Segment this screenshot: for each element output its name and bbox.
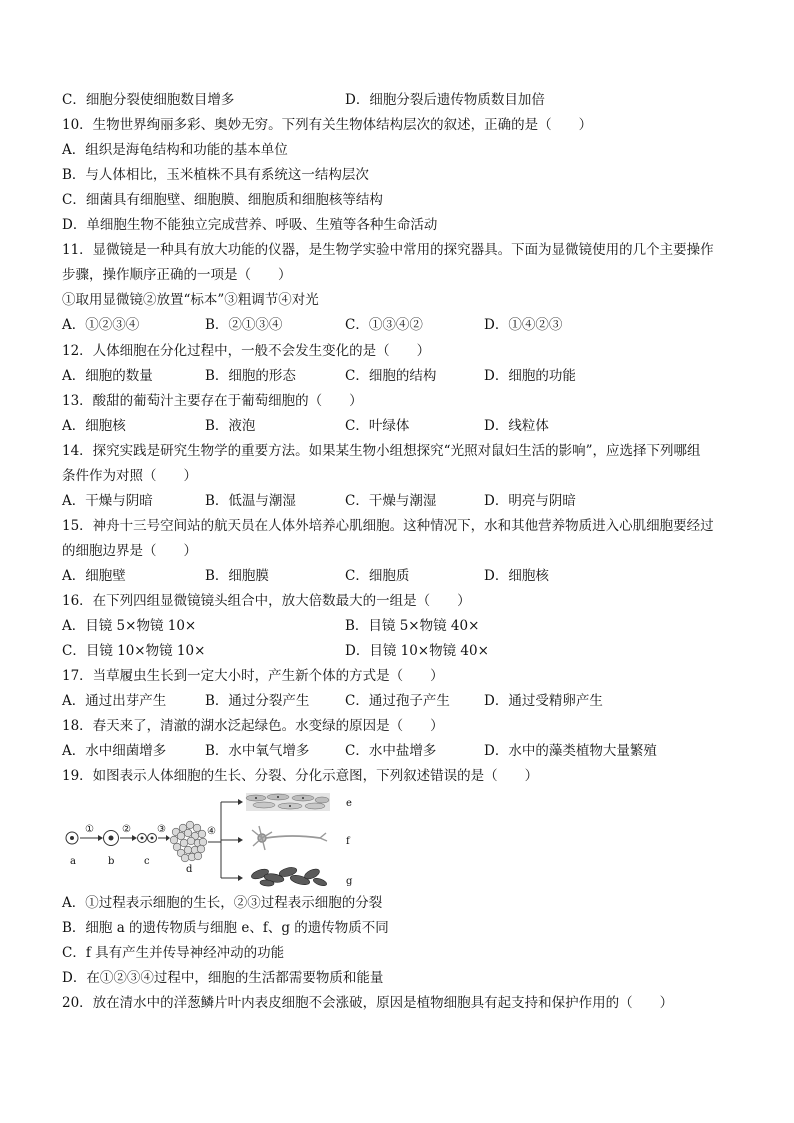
q16-option-b: B．目镜 5×物镜 40×	[345, 618, 480, 634]
q18-option-b: B．水中氧气增多	[205, 743, 310, 759]
step-1-label: ①	[85, 824, 94, 835]
q15-stem-line2: 的细胞边界是（ ）	[62, 543, 197, 559]
label-b: b	[108, 856, 115, 867]
q15-option-a: A．细胞壁	[62, 568, 126, 584]
q11-option-c: C．①③④②	[345, 317, 423, 333]
q10-stem: 10．生物世界绚丽多彩、奥妙无穷。下列有关生物体结构层次的叙述，正确的是（ ）	[62, 117, 593, 133]
q10-option-a: A．组织是海龟结构和功能的基本单位	[62, 142, 288, 158]
q15-stem-line1: 15．神舟十三号空间站的航天员在人体外培养心肌细胞。这种情况下，水和其他营养物质进入心肌细胞要经过	[62, 518, 714, 534]
q14-stem-line2: 条件作为对照（ ）	[62, 468, 197, 484]
cell-a	[66, 832, 78, 844]
q14-option-d: D．明亮与阴暗	[484, 493, 576, 509]
q13-option-a: A．细胞核	[62, 418, 126, 434]
cell-c	[138, 834, 157, 843]
q15-option-b: B．细胞膜	[205, 568, 269, 584]
q10-option-c: C．细菌具有细胞壁、细胞膜、细胞质和细胞核等结构	[62, 192, 383, 208]
q19-option-a: A．①过程表示细胞的生长，②③过程表示细胞的分裂	[62, 895, 383, 911]
q19-option-d: D．在①②③④过程中，细胞的生活都需要物质和能量	[62, 970, 384, 986]
q20-stem: 20．放在清水中的洋葱鳞片叶内表皮细胞不会涨破，原因是植物细胞具有起支持和保护作用的（ ）	[62, 995, 674, 1011]
step-3-label: ③	[157, 824, 166, 835]
label-g: g	[346, 876, 353, 887]
q18-stem: 18．春天来了，清澈的湖水泛起绿色。水变绿的原因是（ ）	[62, 718, 444, 734]
q14-option-b: B．低温与潮湿	[205, 493, 296, 509]
q11-option-a: A．①②③④	[62, 317, 140, 333]
q19-stem: 19．如图表示人体细胞的生长、分裂、分化示意图，下列叙述错误的是（ ）	[62, 768, 539, 784]
cell-f-neuron	[252, 826, 327, 850]
q13-option-b: B．液泡	[205, 418, 256, 434]
q19-option-c: C．f 具有产生并传导神经冲动的功能	[62, 945, 285, 961]
q11-steps: ①取用显微镜②放置“标本”③粗调节④对光	[62, 292, 319, 308]
q17-option-a: A．通过出芽产生	[62, 693, 167, 709]
q16-option-d: D．目镜 10×物镜 40×	[345, 643, 489, 659]
q18-option-a: A．水中细菌增多	[62, 743, 167, 759]
q19-option-b: B．细胞 a 的遗传物质与细胞 e、f、g 的遗传物质不同	[62, 920, 389, 936]
q15-option-d: D．细胞核	[484, 568, 549, 584]
q17-option-b: B．通过分裂产生	[205, 693, 310, 709]
step-2-label: ②	[122, 824, 131, 835]
label-d: d	[186, 864, 193, 875]
q18-option-c: C．水中盐增多	[345, 743, 437, 759]
label-c: c	[144, 856, 150, 867]
q15-option-c: C．细胞质	[345, 568, 410, 584]
q14-option-c: C．干燥与潮湿	[345, 493, 437, 509]
cell-group-e	[246, 793, 330, 811]
q17-stem: 17．当草履虫生长到一定大小时，产生新个体的方式是（ ）	[62, 668, 444, 684]
q11-stem-line2: 步骤，操作顺序正确的一项是（ ）	[62, 267, 292, 283]
q14-option-a: A．干燥与阴暗	[62, 493, 153, 509]
q16-option-c: C．目镜 10×物镜 10×	[62, 643, 206, 659]
cell-cluster-d	[170, 821, 207, 862]
q9-option-c: C．细胞分裂使细胞数目增多	[62, 92, 235, 108]
q12-option-d: D．细胞的功能	[484, 368, 576, 384]
q12-option-c: C．细胞的结构	[345, 368, 437, 384]
q16-option-a: A．目镜 5×物镜 10×	[62, 618, 197, 634]
q13-option-d: D．线粒体	[484, 418, 549, 434]
q13-stem: 13．酸甜的葡萄汁主要存在于葡萄细胞的（ ）	[62, 393, 363, 409]
q14-stem-line1: 14．探究实践是研究生物学的重要方法。如果某生物小组想探究“光照对鼠妇生活的影响”，应选择下列哪组	[62, 443, 701, 459]
cell-division-diagram	[62, 792, 362, 892]
q11-stem-line1: 11．显微镜是一种具有放大功能的仪器，是生物学实验中常用的探究器具。下面为显微镜使用的几个主要操作	[62, 242, 714, 258]
label-f: f	[346, 836, 350, 847]
q11-option-b: B．②①③④	[205, 317, 283, 333]
cell-group-g	[250, 866, 327, 887]
q9-option-d: D．细胞分裂后遗传物质数目加倍	[345, 92, 545, 108]
step-4-label: ④	[207, 826, 216, 837]
q17-option-d: D．通过受精卵产生	[484, 693, 603, 709]
q16-stem: 16．在下列四组显微镜镜头组合中，放大倍数最大的一组是（ ）	[62, 593, 471, 609]
q12-option-a: A．细胞的数量	[62, 368, 153, 384]
q18-option-d: D．水中的藻类植物大量繁殖	[484, 743, 657, 759]
q11-option-d: D．①④②③	[484, 317, 563, 333]
label-e: e	[346, 798, 352, 809]
q10-option-b: B．与人体相比，玉米植株不具有系统这一结构层次	[62, 167, 369, 183]
q10-option-d: D．单细胞生物不能独立完成营养、呼吸、生殖等各种生命活动	[62, 217, 438, 233]
q12-option-b: B．细胞的形态	[205, 368, 296, 384]
cell-b	[104, 831, 119, 846]
q12-stem: 12．人体细胞在分化过程中，一般不会发生变化的是（ ）	[62, 343, 431, 359]
label-a: a	[70, 856, 76, 867]
q17-option-c: C．通过孢子产生	[345, 693, 450, 709]
q13-option-c: C．叶绿体	[345, 418, 410, 434]
